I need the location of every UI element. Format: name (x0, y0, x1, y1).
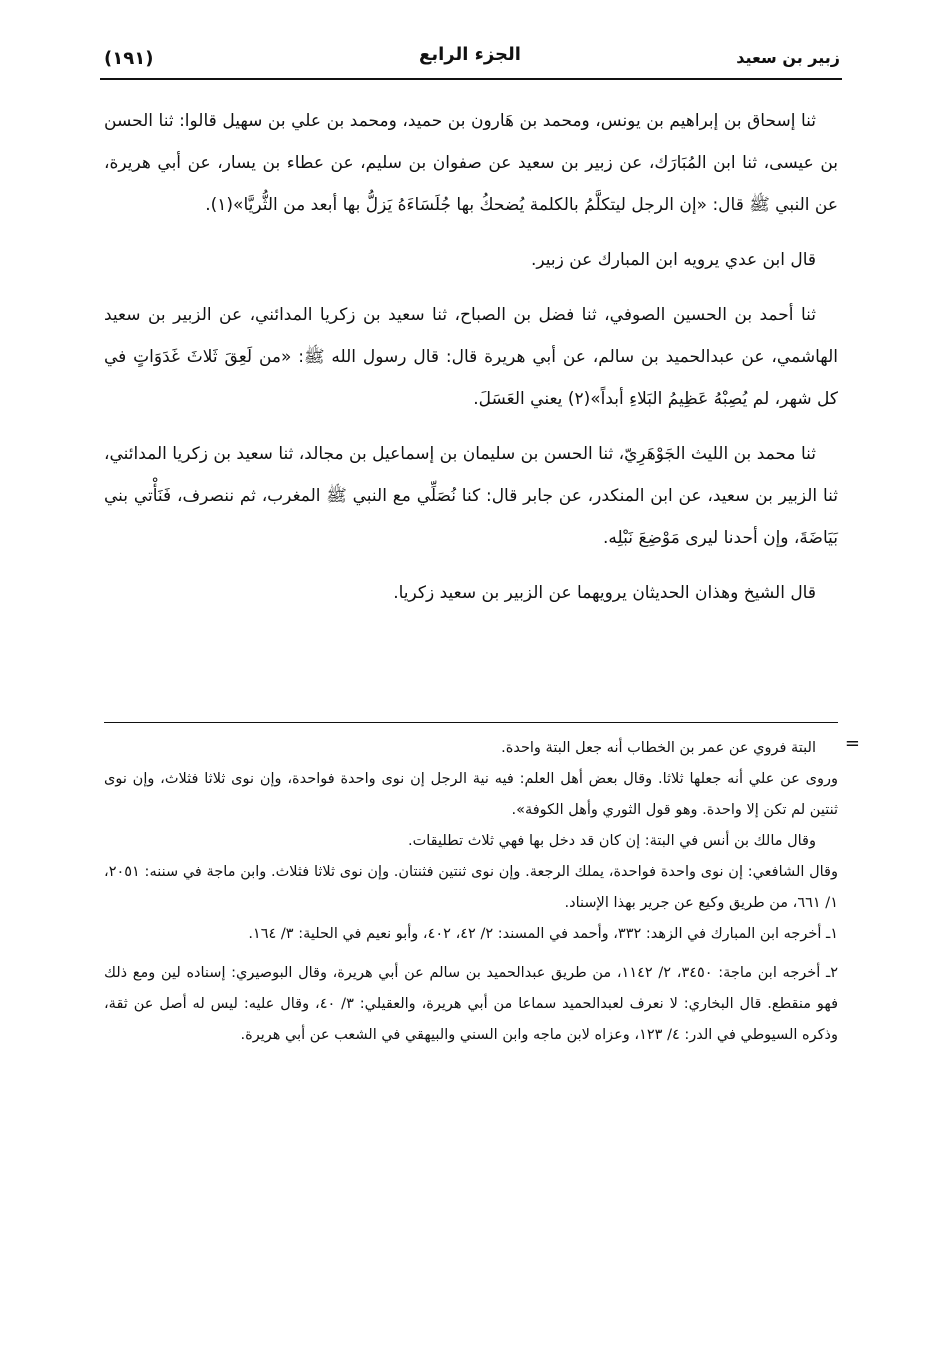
volume-title: الجزء الرابع (419, 44, 521, 65)
paragraph-hadith-2: ثنا أحمد بن الحسين الصوفي، ثنا فضل بن الصباح، ثنا سعيد بن زكريا المدائني، عن الزبير بن سعيد الهاشمي، عن عبدالحميد بن سالم، عن أبي هريرة قال: قال رسول الله ﷺ: «من لَعِقَ ثَلاثَ غَدَوَاتٍ في كل شهر، لم يُصِبْهُ عَظِيمُ البَلاءِ أبداً»(٢) يعني العَسَلَ. (104, 305, 838, 409)
footnote-line: البتة فروي عن عمر بن الخطاب أنه جعل البتة واحدة. (501, 740, 816, 756)
paragraph-shaykh-comment: قال الشيخ وهذان الحديثان يرويهما عن الزبير بن سعيد زكريا. (393, 583, 816, 603)
paragraph-hadith-1: ثنا إسحاق بن إبراهيم بن يونس، ومحمد بن هَارون بن حميد، ومحمد بن علي بن سهيل قالوا: ثنا الحسن بن عيسى، ثنا ابن المُبَارَك، عن زبير بن سعيد عن صفوان بن سليم، عن عطاء بن يسار، عن أبي هريرة، عن النبي ﷺ قال: «إن الرجل ليتكلَّمُ بالكلمة يُضحكُ بها جُلَسَاءَهُ يَزلُّ بها أبعد من الثُّريَّا»(١). (104, 111, 838, 215)
page-number: (١٩١) (104, 48, 154, 69)
footnote-1: ١ـ أخرجه ابن المبارك في الزهد: ٣٣٢، وأحمد في المسند: ٢/ ٤٢، ٤٠٢، وأبو نعيم في الحلية: ٣/ ١٦٤. (248, 926, 838, 942)
footnote-2: ٢ـ أخرجه ابن ماجة: ٣٤٥٠، ٢/ ١١٤٢، من طريق عبدالحميد بن سالم عن أبي هريرة، وقال البوصيري: إسناده لين ومع ذلك فهو منقطع. قال البخاري: لا نعرف لعبدالحميد سماعا من أبي هريرة، والعقيلي: ٣/ ٤٠، وقال عليه: ليس له أصل عن ثقة، وذكره السيوطي في الدر: ٤/ ١٢٣، وعزاه لابن ماجه وابن السني والبيهقي في الشعب عن أبي هريرة. (104, 965, 838, 1043)
footnote-line: وقال مالك بن أنس في البتة: إن كان قد دخل بها فهي ثلاث تطليقات. (407, 833, 816, 849)
footnote-line: وروى عن علي أنه جعلها ثلاثا. وقال بعض أهل العلم: فيه نية الرجل إن نوى واحدة فواحدة، وإن نوى ثلاثا فثلاث، وإن نوى ثنتين لم تكن إلا واحدة. وهو قول الثوري وأهل الكوفة». (104, 771, 838, 818)
running-title: زبير بن سعيد (736, 48, 840, 67)
main-text (104, 100, 838, 627)
paragraph-hadith-3: ثنا محمد بن الليث الجَوْهَرِيّ، ثنا الحسن بن سليمان بن إسماعيل بن مجالد، ثنا سعيد بن زكريا المدائني، ثنا الزبير بن سعيد، عن ابن المنكدر، عن جابر قال: كنا نُصَلِّي مع النبي ﷺ المغرب، ثم ننصرف، فَنَأْتي بني بَيَاضَةَ، وإن أحدنا ليرى مَوْضِعَ نَبْلِه. (104, 444, 838, 548)
paragraph-ibn-adi-comment: قال ابن عدي يرويه ابن المبارك عن زبير. (530, 250, 816, 270)
footnote-line: وقال الشافعي: إن نوى واحدة فواحدة، يملك الرجعة. وإن نوى ثنتين فثنتان. وإن نوى ثلاثا فثلاث. وابن ماجة في سننه: ٢٠٥١، ١/ ٦٦١، من طريق وكيع عن جرير بهذا الإسناد. (104, 864, 838, 911)
footnotes (104, 733, 860, 1051)
footnote-separator (104, 722, 838, 723)
header-rule (100, 78, 842, 80)
page-header (100, 40, 840, 80)
continuation-mark: = (844, 733, 860, 754)
